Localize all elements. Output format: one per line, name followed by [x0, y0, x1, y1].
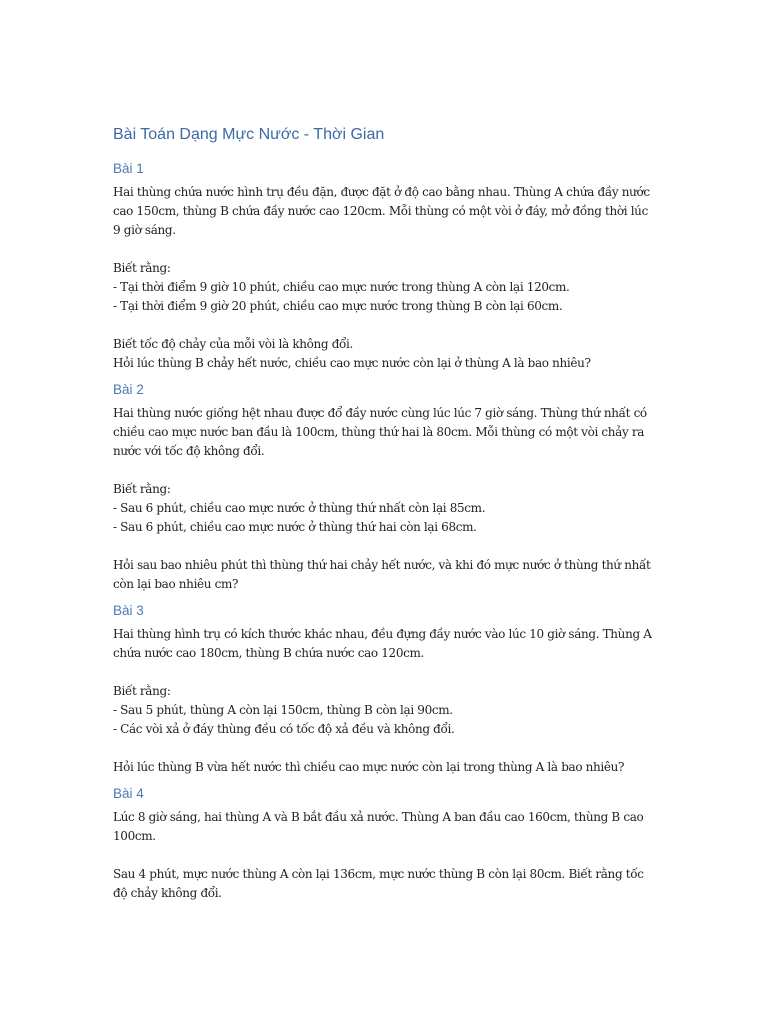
problem-paragraph: Sau 4 phút, mực nước thùng A còn lại 136cm, mực nước thùng B còn lại 80cm. Biết rằng tốc độ chảy không đổi.: [113, 867, 644, 900]
document-title: Bài Toán Dạng Mực Nước - Thời Gian: [113, 126, 385, 143]
problem-question: Hỏi lúc thùng B vừa hết nước thì chiều cao mực nước còn lại trong thùng A là bao nhiêu?: [113, 760, 625, 774]
problem-section-1: [113, 160, 658, 373]
problem-paragraph: Hai thùng nước giống hệt nhau được đổ đầy nước cùng lúc lúc 7 giờ sáng. Thùng thứ nhất có chiều cao mực nước ban đầu là 100cm, thùng thứ hai là 80cm. Mỗi thùng có một vòi chảy ra nước với tốc độ không đổi.: [113, 406, 647, 458]
document-page: [113, 124, 658, 911]
problem-heading: Bài 2: [113, 382, 144, 397]
given-item: - Tại thời điểm 9 giờ 20 phút, chiều cao mực nước trong thùng B còn lại 60cm.: [113, 299, 563, 313]
problem-note: Biết tốc độ chảy của mỗi vòi là không đổi.: [113, 337, 353, 351]
problem-paragraph: Lúc 8 giờ sáng, hai thùng A và B bắt đầu xả nước. Thùng A ban đầu cao 160cm, thùng B cao 100cm.: [113, 810, 644, 843]
problem-question: Hỏi sau bao nhiêu phút thì thùng thứ hai chảy hết nước, và khi đó mực nước ở thùng thứ nhất còn lại bao nhiêu cm?: [113, 558, 651, 591]
problem-paragraph: Hai thùng chứa nước hình trụ đều đặn, được đặt ở độ cao bằng nhau. Thùng A chứa đầy nước cao 150cm, thùng B chứa đầy nước cao 120cm. Mỗi thùng có một vòi ở đáy, mở đồng thời lúc 9 giờ sáng.: [113, 185, 650, 237]
given-item: - Sau 6 phút, chiều cao mực nước ở thùng thứ hai còn lại 68cm.: [113, 520, 477, 534]
problem-question: Hỏi lúc thùng B chảy hết nước, chiều cao mực nước còn lại ở thùng A là bao nhiêu?: [113, 356, 591, 370]
given-item: - Tại thời điểm 9 giờ 10 phút, chiều cao mực nước trong thùng A còn lại 120cm.: [113, 280, 570, 294]
problem-section-3: [113, 602, 658, 777]
given-label: Biết rằng:: [113, 261, 171, 275]
given-label: Biết rằng:: [113, 684, 171, 698]
given-item: - Sau 6 phút, chiều cao mực nước ở thùng thứ nhất còn lại 85cm.: [113, 501, 486, 515]
problem-section-4: [113, 785, 658, 903]
given-item: - Các vòi xả ở đáy thùng đều có tốc độ xả đều và không đổi.: [113, 722, 455, 736]
given-label: Biết rằng:: [113, 482, 171, 496]
problem-heading: Bài 1: [113, 161, 144, 176]
problem-paragraph: Hai thùng hình trụ có kích thước khác nhau, đều đựng đầy nước vào lúc 10 giờ sáng. Thùng A chứa nước cao 180cm, thùng B chứa nước cao 120cm.: [113, 627, 652, 660]
given-item: - Sau 5 phút, thùng A còn lại 150cm, thùng B còn lại 90cm.: [113, 703, 453, 717]
problem-heading: Bài 3: [113, 603, 144, 618]
problem-section-2: [113, 381, 658, 594]
problem-heading: Bài 4: [113, 786, 144, 801]
